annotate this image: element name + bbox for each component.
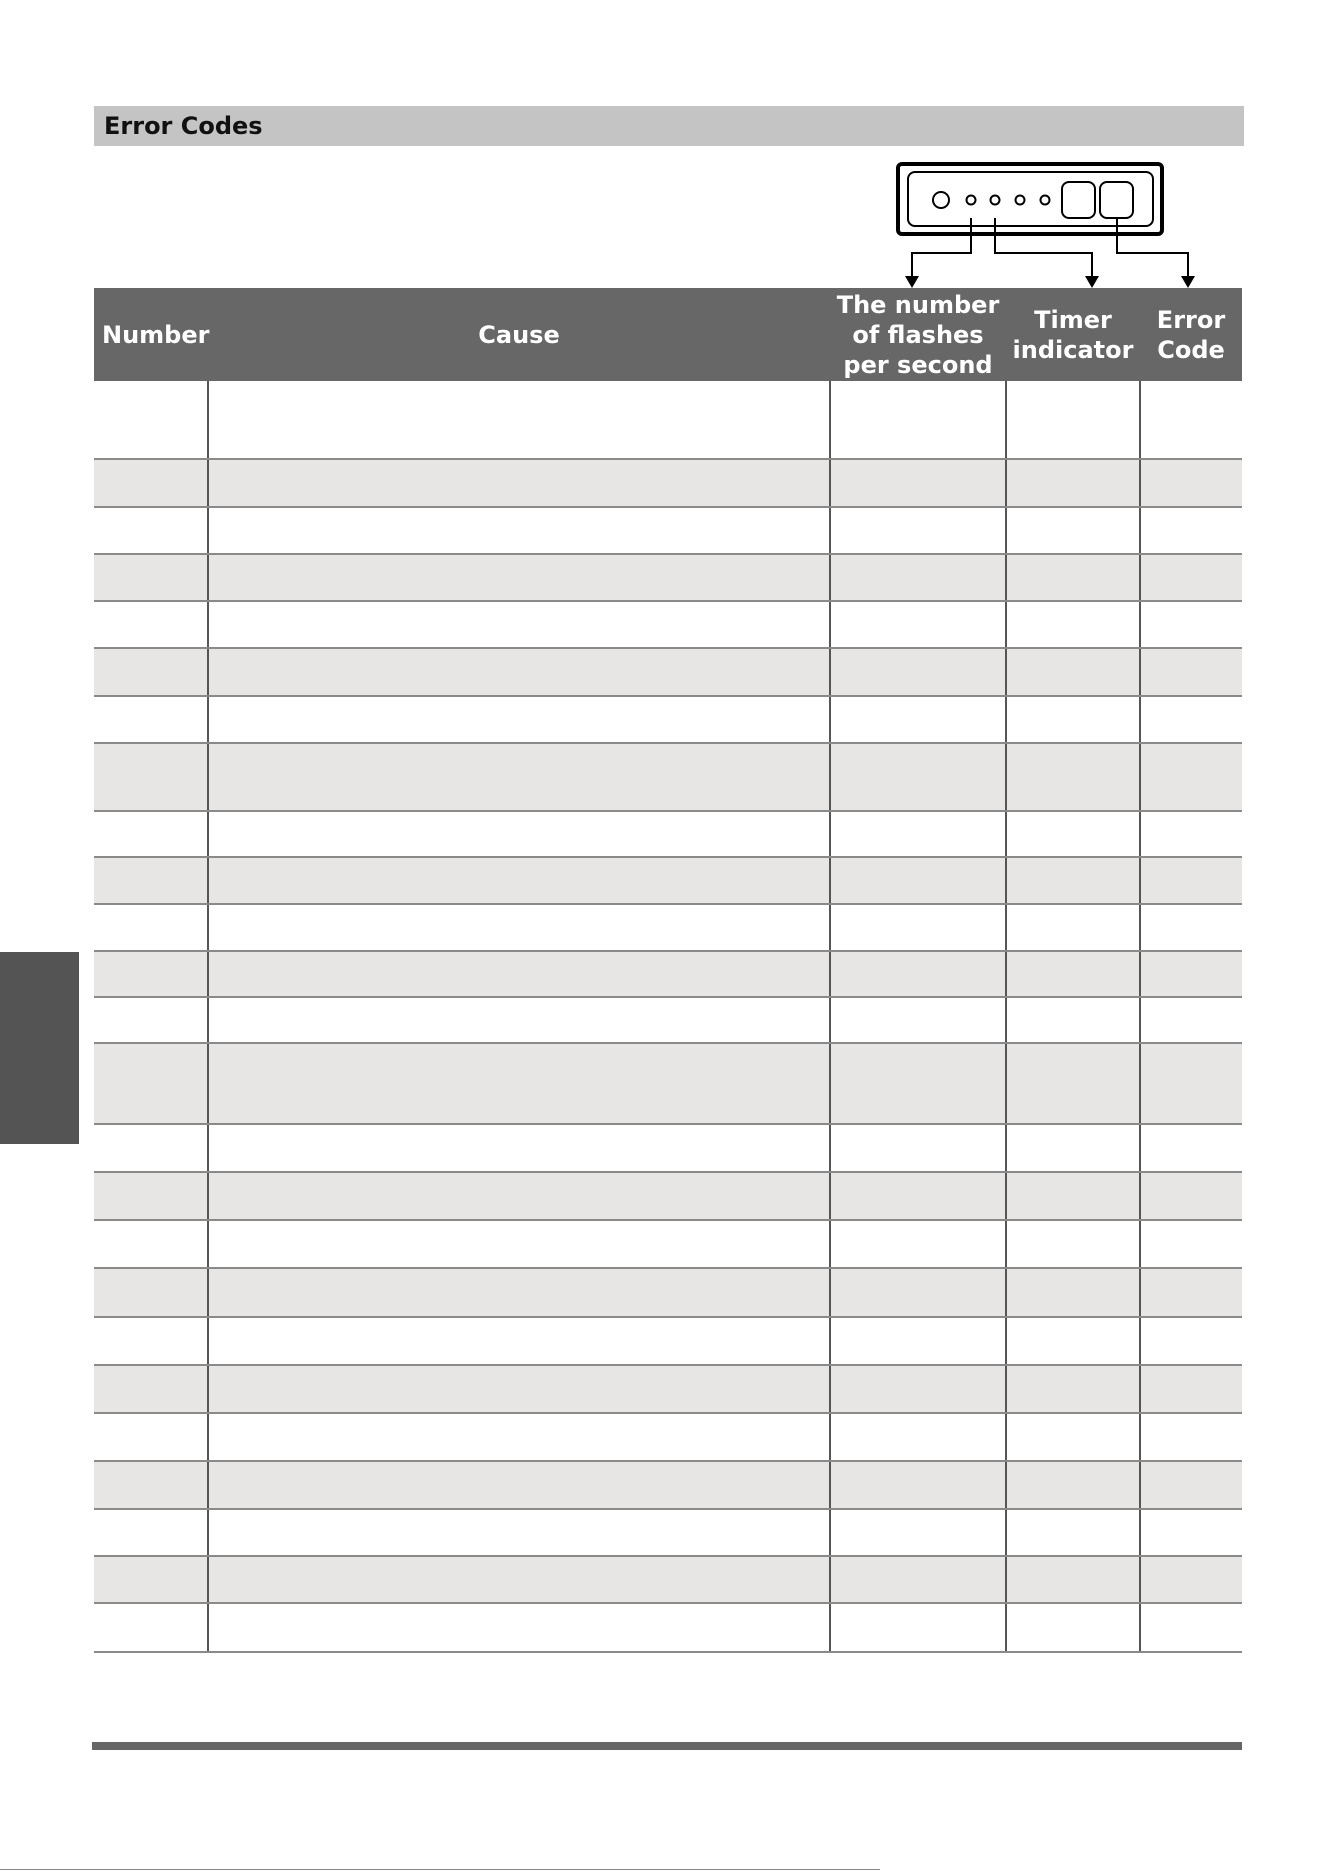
cell-flashes — [830, 743, 1006, 811]
cell-flashes — [830, 601, 1006, 648]
cell-cause — [208, 857, 830, 904]
cell-cause — [208, 1461, 830, 1509]
table-row — [94, 1172, 1242, 1220]
table-row — [94, 811, 1242, 857]
cell-code — [1140, 811, 1242, 857]
cell-flashes — [830, 951, 1006, 997]
cell-timer — [1006, 1268, 1140, 1317]
cell-code — [1140, 1124, 1242, 1172]
cell-timer — [1006, 554, 1140, 601]
cell-timer — [1006, 743, 1140, 811]
cell-number — [94, 648, 208, 696]
code-arrow-icon — [1117, 218, 1195, 288]
table-row — [94, 554, 1242, 601]
header-flashes — [830, 288, 1006, 381]
section-title: Error Codes — [104, 112, 263, 140]
cell-code — [1140, 1317, 1242, 1365]
cell-flashes — [830, 1413, 1006, 1461]
cell-cause — [208, 601, 830, 648]
cell-timer — [1006, 507, 1140, 554]
cell-timer — [1006, 648, 1140, 696]
error-codes-table — [94, 288, 1242, 1653]
cell-code — [1140, 1220, 1242, 1268]
side-tab — [0, 952, 79, 1144]
cell-number — [94, 554, 208, 601]
cell-cause — [208, 1043, 830, 1124]
cell-code — [1140, 743, 1242, 811]
header-flashes-line: The number — [836, 290, 1000, 319]
cell-flashes — [830, 648, 1006, 696]
cell-flashes — [830, 904, 1006, 951]
cell-cause — [208, 1509, 830, 1556]
cell-number — [94, 601, 208, 648]
cell-flashes — [830, 1365, 1006, 1413]
table-row — [94, 1556, 1242, 1603]
flash-arrow-icon — [905, 218, 971, 288]
cell-flashes — [830, 1220, 1006, 1268]
cell-timer — [1006, 811, 1140, 857]
cell-cause — [208, 1413, 830, 1461]
cell-number — [94, 1043, 208, 1124]
cell-timer — [1006, 1413, 1140, 1461]
cell-timer — [1006, 1220, 1140, 1268]
header-flashes-line: of flashes — [852, 320, 984, 349]
cell-number — [94, 696, 208, 743]
table-row — [94, 1317, 1242, 1365]
table-row — [94, 1043, 1242, 1124]
cell-cause — [208, 997, 830, 1043]
cell-cause — [208, 1365, 830, 1413]
cell-flashes — [830, 1043, 1006, 1124]
cell-timer — [1006, 1509, 1140, 1556]
table-row — [94, 1603, 1242, 1652]
cell-cause — [208, 743, 830, 811]
cell-code — [1140, 1043, 1242, 1124]
power-indicator-icon — [933, 192, 949, 208]
cell-code — [1140, 459, 1242, 507]
cell-code — [1140, 1509, 1242, 1556]
cell-flashes — [830, 1172, 1006, 1220]
cell-timer — [1006, 696, 1140, 743]
cell-cause — [208, 648, 830, 696]
cell-flashes — [830, 1509, 1006, 1556]
cell-code — [1140, 507, 1242, 554]
table-row — [94, 1220, 1242, 1268]
header-timer-line: Timer — [1034, 305, 1112, 334]
cell-number — [94, 1268, 208, 1317]
cell-number — [94, 1461, 208, 1509]
cell-code — [1140, 381, 1242, 459]
timer-arrow-icon — [995, 218, 1099, 288]
cell-cause — [208, 904, 830, 951]
header-timer-line: indicator — [1012, 335, 1134, 364]
indicator-panel-diagram — [880, 158, 1220, 290]
table-row — [94, 1365, 1242, 1413]
cell-cause — [208, 811, 830, 857]
cell-timer — [1006, 459, 1140, 507]
cell-flashes — [830, 1603, 1006, 1652]
table-row — [94, 507, 1242, 554]
cell-cause — [208, 1603, 830, 1652]
table-row — [94, 1509, 1242, 1556]
cell-flashes — [830, 381, 1006, 459]
cell-number — [94, 1172, 208, 1220]
led-indicator-icon — [967, 196, 1050, 205]
cell-number — [94, 1317, 208, 1365]
cell-code — [1140, 1268, 1242, 1317]
cell-code — [1140, 1556, 1242, 1603]
cell-number — [94, 459, 208, 507]
header-number: Number — [94, 288, 208, 381]
cell-flashes — [830, 696, 1006, 743]
cell-cause — [208, 1268, 830, 1317]
cell-flashes — [830, 554, 1006, 601]
cell-timer — [1006, 1556, 1140, 1603]
cell-timer — [1006, 1603, 1140, 1652]
cell-timer — [1006, 601, 1140, 648]
cell-cause — [208, 696, 830, 743]
cell-code — [1140, 951, 1242, 997]
cell-cause — [208, 951, 830, 997]
cell-number — [94, 904, 208, 951]
header-error-code — [1140, 288, 1242, 381]
cell-number — [94, 1556, 208, 1603]
cell-timer — [1006, 1461, 1140, 1509]
cell-code — [1140, 601, 1242, 648]
cell-cause — [208, 1317, 830, 1365]
cell-code — [1140, 1365, 1242, 1413]
cell-cause — [208, 1172, 830, 1220]
table-header-row — [94, 288, 1242, 381]
cell-number — [94, 381, 208, 459]
cell-number — [94, 951, 208, 997]
cell-flashes — [830, 1268, 1006, 1317]
cell-flashes — [830, 997, 1006, 1043]
cell-number — [94, 1413, 208, 1461]
header-cause: Cause — [208, 288, 830, 381]
cell-flashes — [830, 811, 1006, 857]
table-body — [94, 381, 1242, 1652]
cell-code — [1140, 648, 1242, 696]
section-header-bar — [94, 106, 1244, 146]
table-row — [94, 904, 1242, 951]
footer-rule — [92, 1742, 1242, 1750]
cell-code — [1140, 997, 1242, 1043]
header-code-line: Code — [1157, 335, 1225, 364]
table-row — [94, 857, 1242, 904]
cell-timer — [1006, 997, 1140, 1043]
cell-number — [94, 1220, 208, 1268]
table-row — [94, 1413, 1242, 1461]
cell-timer — [1006, 1043, 1140, 1124]
header-code-line: Error — [1156, 305, 1226, 334]
cell-code — [1140, 1603, 1242, 1652]
cell-cause — [208, 1220, 830, 1268]
table-row — [94, 459, 1242, 507]
cell-timer — [1006, 381, 1140, 459]
cell-cause — [208, 1124, 830, 1172]
header-timer-indicator — [1006, 288, 1140, 381]
cell-cause — [208, 554, 830, 601]
table-row — [94, 1461, 1242, 1509]
cell-flashes — [830, 1124, 1006, 1172]
table-row — [94, 743, 1242, 811]
cell-number — [94, 1124, 208, 1172]
cell-code — [1140, 1413, 1242, 1461]
cell-flashes — [830, 1556, 1006, 1603]
table-row — [94, 696, 1242, 743]
table-row — [94, 601, 1242, 648]
cell-number — [94, 997, 208, 1043]
cell-timer — [1006, 1317, 1140, 1365]
cell-flashes — [830, 1461, 1006, 1509]
cell-number — [94, 1365, 208, 1413]
display-segment-icon — [1062, 182, 1133, 218]
cell-timer — [1006, 857, 1140, 904]
cell-flashes — [830, 857, 1006, 904]
cell-code — [1140, 904, 1242, 951]
cell-number — [94, 1603, 208, 1652]
cell-cause — [208, 459, 830, 507]
table-row — [94, 997, 1242, 1043]
table-row — [94, 381, 1242, 459]
cell-number — [94, 743, 208, 811]
cell-number — [94, 1509, 208, 1556]
cell-number — [94, 507, 208, 554]
cell-cause — [208, 507, 830, 554]
table-row — [94, 1268, 1242, 1317]
cell-number — [94, 811, 208, 857]
cell-code — [1140, 1461, 1242, 1509]
cell-code — [1140, 857, 1242, 904]
cell-timer — [1006, 1124, 1140, 1172]
cell-flashes — [830, 1317, 1006, 1365]
table-row — [94, 1124, 1242, 1172]
cell-timer — [1006, 951, 1140, 997]
header-flashes-line: per second — [843, 350, 993, 379]
cell-code — [1140, 554, 1242, 601]
cell-cause — [208, 381, 830, 459]
cell-timer — [1006, 904, 1140, 951]
cell-timer — [1006, 1365, 1140, 1413]
cell-code — [1140, 1172, 1242, 1220]
cell-number — [94, 857, 208, 904]
cell-flashes — [830, 459, 1006, 507]
cell-code — [1140, 696, 1242, 743]
cell-flashes — [830, 507, 1006, 554]
cell-cause — [208, 1556, 830, 1603]
table-row — [94, 648, 1242, 696]
table-row — [94, 951, 1242, 997]
bottom-hairline — [0, 1869, 880, 1870]
cell-timer — [1006, 1172, 1140, 1220]
